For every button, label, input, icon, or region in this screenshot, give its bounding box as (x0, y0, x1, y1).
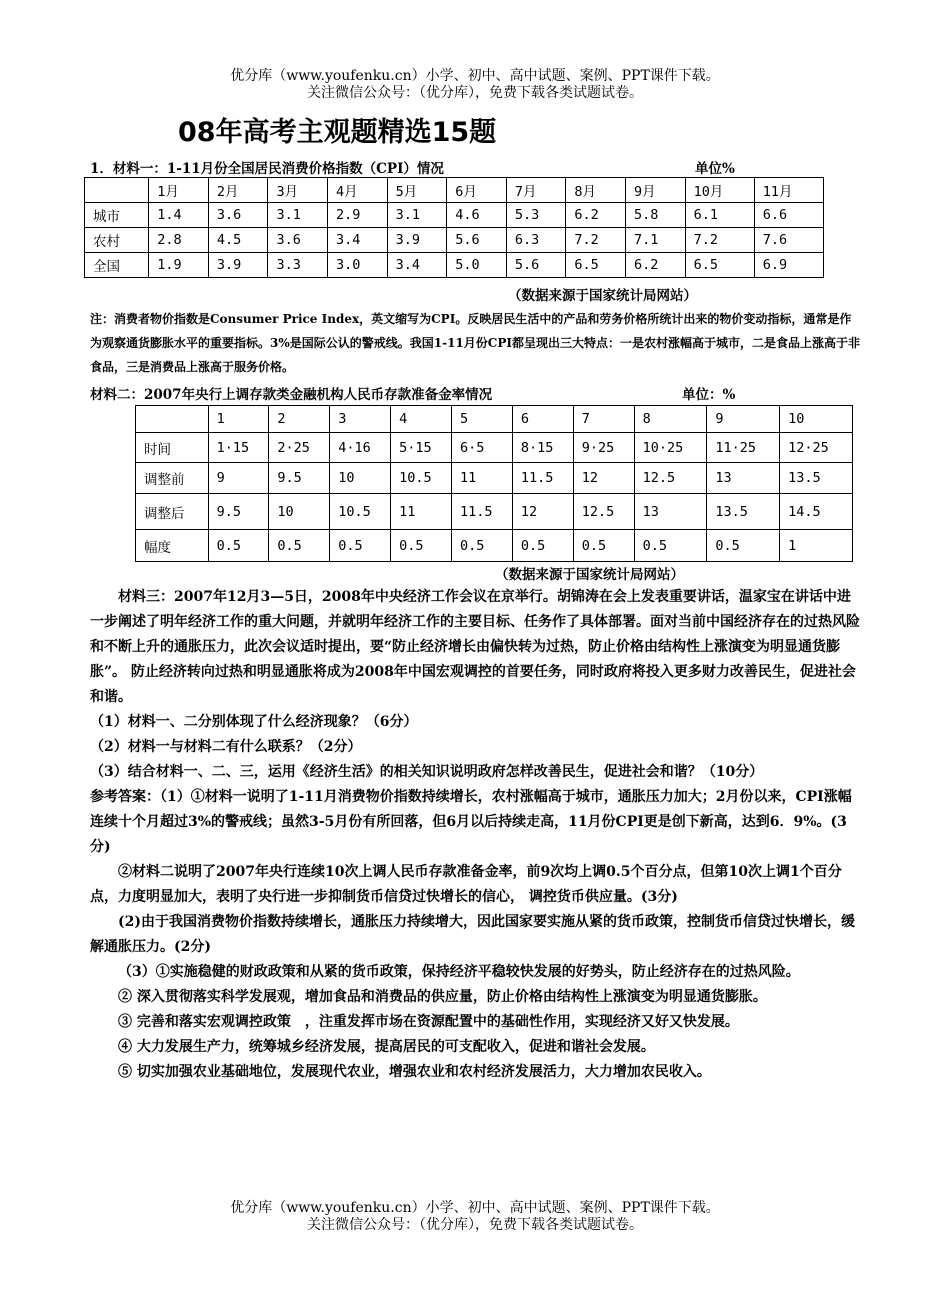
table-cell: 0.5 (208, 530, 269, 562)
table-cell: 12 (573, 463, 634, 494)
material-two-intro: 材料二：2007年央行上调存款类金融机构人民币存款准备金率情况 (90, 387, 493, 403)
table-cell: 3.9 (208, 253, 268, 278)
table-cell: 6.1 (685, 203, 754, 228)
table-cell: 5.6 (506, 253, 566, 278)
table-cell: 0.5 (269, 530, 330, 562)
footer-line-2: 关注微信公众号：（优分库），免费下载各类试题试卷。 (307, 1217, 643, 1233)
cpi-note: 注：消费者物价指数是Consumer Price Index，英文缩写为CPI。反映居民生活中的产品和劳务价格所统计出来的物价变动指标，通常是作为观察通货膨胀水平的重要指标。3%是国际公认的警戒线。我国1-11月份CPI都呈现出三大特点：一是农村涨幅高于城市，二是食品上涨高于非食品，三是消费品上涨高于服务价格。 (90, 312, 860, 374)
table-cell: 13 (707, 463, 780, 494)
table-cell: 13 (634, 494, 707, 530)
table-cell: 全国 (85, 253, 149, 278)
table-cell: 1 (208, 406, 269, 433)
table-cell: 0.5 (634, 530, 707, 562)
table-cell: 5.8 (626, 203, 686, 228)
table-cell: 时间 (136, 433, 209, 463)
table-cell: 0.5 (452, 530, 513, 562)
header-line-1: 优分库（www.youfenku.cn）小学、初中、高中试题、案例、PPT课件下载。 (230, 68, 720, 84)
table-cell: 2月 (208, 178, 268, 203)
table-cell: 5 (452, 406, 513, 433)
answer-2: ②材料二说明了2007年央行连续10次上调人民币存款准备金率，前9次均上调0.5个百分点，但第10次上调1个百分点，力度明显加大，表明了央行进一步抑制货币信贷过快增长的信心， 调控货币供应量。(3分) (90, 864, 842, 905)
table-cell: 7.2 (566, 228, 626, 253)
table-header-row (85, 178, 824, 203)
table-cell: 14.5 (780, 494, 853, 530)
table-cell: 3月 (268, 178, 328, 203)
table-cell: 2 (269, 406, 330, 433)
table-cell: 11·25 (707, 433, 780, 463)
question-1: （1）材料一、二分别体现了什么经济现象？（6分） (90, 714, 418, 730)
answer-8: ⑤ 切实加强农业基础地位，发展现代农业，增强农业和农村经济发展活力，大力增加农民收入。 (118, 1064, 711, 1080)
material-one-intro: 1．材料一：1-11月份全国居民消费价格指数（CPI）情况 (90, 161, 444, 177)
table-cell: 4.5 (208, 228, 268, 253)
table-cell: 11 (391, 494, 452, 530)
table-cell: 5·15 (391, 433, 452, 463)
table-cell: 10.5 (391, 463, 452, 494)
table-cell: 6.2 (626, 253, 686, 278)
table-row (85, 228, 824, 253)
table-cell: 13.5 (707, 494, 780, 530)
table-row (136, 433, 853, 463)
table-cell: 12.5 (634, 463, 707, 494)
table-cell: 4 (391, 406, 452, 433)
answer-3: (2)由于我国消费物价指数持续增长，通胀压力持续增大，因此国家要实施从紧的货币政策，控制货币信贷过快增长，缓解通胀压力。(2分) (90, 914, 855, 955)
table-cell: 13.5 (780, 463, 853, 494)
table-cell: 8月 (566, 178, 626, 203)
answer-block (90, 585, 860, 1085)
table-cell: 10 (269, 494, 330, 530)
table-cell: 8·15 (512, 433, 573, 463)
table-cell: 10.5 (330, 494, 391, 530)
table-cell: 11.5 (512, 463, 573, 494)
table-cell: 6.5 (685, 253, 754, 278)
table-row (136, 463, 853, 494)
table-cell: 4·16 (330, 433, 391, 463)
table-cell: 0.5 (512, 530, 573, 562)
table-cell: 3 (330, 406, 391, 433)
table-cell: 调整前 (136, 463, 209, 494)
table-cell: 3.4 (328, 228, 388, 253)
footer-line-1: 优分库（www.youfenku.cn）小学、初中、高中试题、案例、PPT课件下载。 (230, 1200, 720, 1216)
answer-4: （3）①实施稳健的财政政策和从紧的货币政策，保持经济平稳较快发展的好势头，防止经济存在的过热风险。 (118, 964, 800, 980)
material-one-unit: 单位% (695, 161, 735, 177)
table-cell (85, 178, 149, 203)
table-cell: 1 (780, 530, 853, 562)
table-header-row (136, 406, 853, 433)
table-cell: 3.9 (387, 228, 447, 253)
table-cell: 6.3 (506, 228, 566, 253)
answer-7: ④ 大力发展生产力，统筹城乡经济发展，提高居民的可支配收入，促进和谐社会发展。 (118, 1039, 655, 1055)
answer-5: ② 深入贯彻落实科学发展观，增加食品和消费品的供应量，防止价格由结构性上涨演变为明显通货膨胀。 (118, 989, 767, 1005)
table2-source: （数据来源于国家统计局网站） (495, 567, 684, 583)
table-cell: 6月 (447, 178, 507, 203)
table-cell: 1·15 (208, 433, 269, 463)
table1-source: （数据来源于国家统计局网站） (508, 288, 697, 304)
table-cell: 6 (512, 406, 573, 433)
table-cell: 8 (634, 406, 707, 433)
table-cell: 1月 (149, 178, 209, 203)
table-cell: 6.6 (754, 203, 823, 228)
table-row (85, 253, 824, 278)
table-cell: 调整后 (136, 494, 209, 530)
page-title: 08年高考主观题精选15题 (178, 117, 497, 148)
answer-6: ③ 完善和落实宏观调控政策 ，注重发挥市场在资源配置中的基础性作用，实现经济又好又快发展。 (118, 1014, 739, 1030)
table-cell: 9 (208, 463, 269, 494)
table-cell: 5月 (387, 178, 447, 203)
table-cell: 12·25 (780, 433, 853, 463)
table-cell: 7 (573, 406, 634, 433)
table-cell: 城市 (85, 203, 149, 228)
table-cell: 2.9 (328, 203, 388, 228)
table-cell: 11月 (754, 178, 823, 203)
table-cell: 5.6 (447, 228, 507, 253)
material-two-heading (90, 383, 850, 403)
table-cell: 12 (512, 494, 573, 530)
material-two-unit: 单位：% (682, 387, 736, 403)
table-cell: 4月 (328, 178, 388, 203)
table-cell: 6.5 (566, 253, 626, 278)
table-cell: 10·25 (634, 433, 707, 463)
question-2: （2）材料一与材料二有什么联系？（2分） (90, 739, 362, 755)
table-cell: 9.5 (208, 494, 269, 530)
table-cell: 5.0 (447, 253, 507, 278)
table-cell: 3.1 (268, 203, 328, 228)
material-three: 材料三：2007年12月3—5日，2008年中央经济工作会议在京举行。胡锦涛在会上发表重要讲话，温家宝在讲话中进一步阐述了明年经济工作的重大问题，并就明年经济工作的主要目标、任务作了具体部署。面对当前中国经济存在的过热风险和不断上升的通胀压力，此次会议适时提出，要“防止经济增长由偏快转为过热，防止价格由结构性上涨演变为明显通货膨胀”。 防止经济转向过热和明显通胀将成为2008年中国宏观调控的首要任务，同时政府将投入更多财力改善民生，促进社会和谐。 (90, 589, 860, 705)
table-cell: 幅度 (136, 530, 209, 562)
table-cell: 0.5 (330, 530, 391, 562)
table-cell: 9·25 (573, 433, 634, 463)
material-one-heading (90, 157, 850, 177)
table-cell: 10 (330, 463, 391, 494)
table-cell: 9月 (626, 178, 686, 203)
table-cell: 11 (452, 463, 513, 494)
table-cell: 11.5 (452, 494, 513, 530)
table-cell: 7月 (506, 178, 566, 203)
table-cell: 2.8 (149, 228, 209, 253)
table-cell: 3.1 (387, 203, 447, 228)
table-cell: 4.6 (447, 203, 507, 228)
table-cell: 5.3 (506, 203, 566, 228)
table-cell: 3.6 (208, 203, 268, 228)
table-cell: 12.5 (573, 494, 634, 530)
table-cell: 2·25 (269, 433, 330, 463)
table-cell: 9.5 (269, 463, 330, 494)
table-cell: 农村 (85, 228, 149, 253)
table-cell: 7.6 (754, 228, 823, 253)
cpi-table (84, 177, 824, 278)
table-cell: 0.5 (573, 530, 634, 562)
header-line-2: 关注微信公众号：（优分库），免费下载各类试题试卷。 (307, 85, 643, 101)
table-row (136, 530, 853, 562)
table-cell: 0.5 (707, 530, 780, 562)
table-cell: 1.9 (149, 253, 209, 278)
table-cell: 6.9 (754, 253, 823, 278)
table-cell: 1.4 (149, 203, 209, 228)
question-3: （3）结合材料一、二、三，运用《经济生活》的相关知识说明政府怎样改善民生，促进社会和谐？（10分） (90, 764, 764, 780)
table-cell: 3.6 (268, 228, 328, 253)
table-cell: 10月 (685, 178, 754, 203)
table-cell: 6.2 (566, 203, 626, 228)
answer-1: 参考答案：（1）①材料一说明了1-11月消费物价指数持续增长，农村涨幅高于城市，通胀压力加大；2月份以来，CPI涨幅连续十个月超过3%的警戒线；虽然3-5月份有所回落，但6月以后持续走高，11月份CPI更是创下新高，达到6．9%。(3分) (90, 789, 852, 855)
reserve-ratio-table (135, 405, 853, 562)
table-cell: 10 (780, 406, 853, 433)
table-cell: 0.5 (391, 530, 452, 562)
table-cell: 3.3 (268, 253, 328, 278)
table-cell: 7.2 (685, 228, 754, 253)
table-row (85, 203, 824, 228)
table-cell: 3.4 (387, 253, 447, 278)
table-cell: 9 (707, 406, 780, 433)
table-cell (136, 406, 209, 433)
table-cell: 6·5 (452, 433, 513, 463)
table-cell: 7.1 (626, 228, 686, 253)
table-row (136, 494, 853, 530)
table-cell: 3.0 (328, 253, 388, 278)
